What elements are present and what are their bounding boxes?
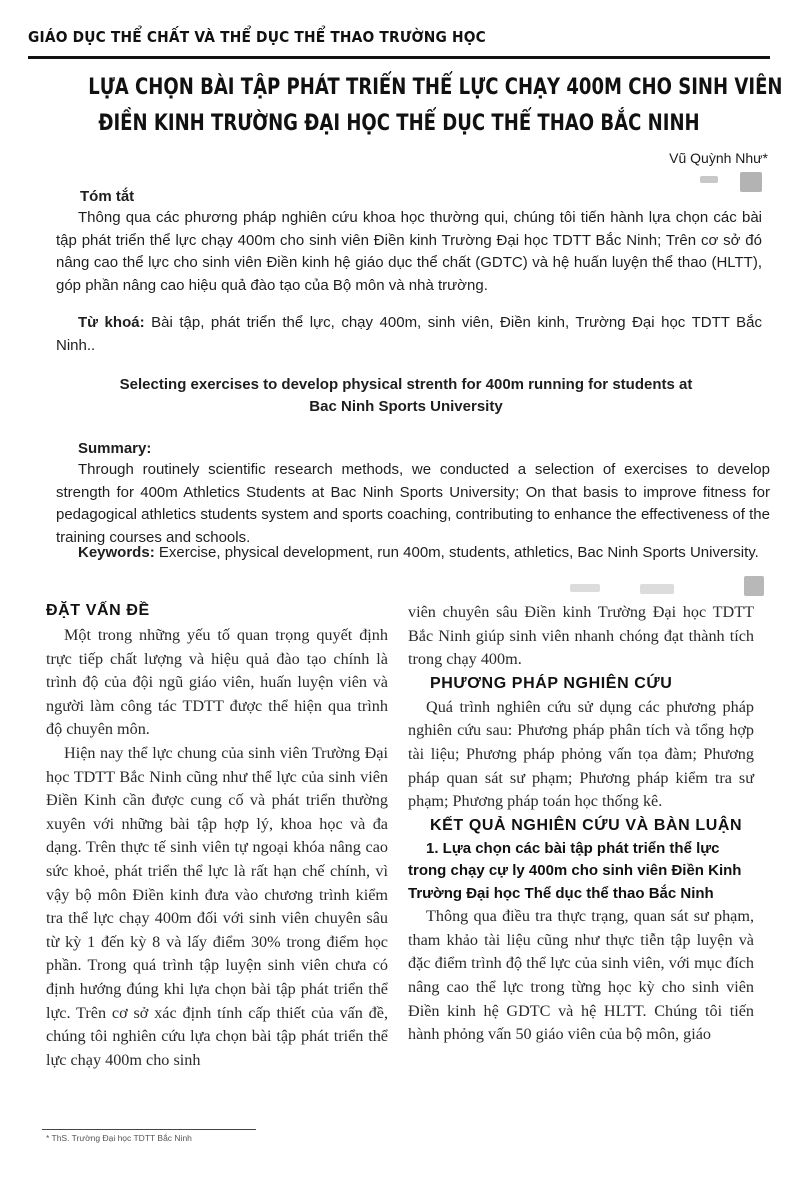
intro-paragraph-1: Một trong những yếu tố quan trọng quyết định trực tiếp chất lượng và hiệu quả đào tạo chính là trình độ của đội ngũ giáo viên, huấn luyện viên và người làm công tác TDTT được thể hiện qua trình độ chuyên môn.: [46, 626, 388, 739]
left-column-text: [46, 624, 388, 1072]
author-footnote: * ThS. Trường Đại học TDTT Bắc Ninh: [46, 1133, 192, 1143]
methods-paragraph: Quá trình nghiên cứu sử dụng các phương pháp nghiên cứu sau: Phương pháp phân tích và tổng hợp tài liệu; Phương pháp phỏng vấn tọa đàm; Phương pháp quan sát sư phạm; Phương pháp kiểm tra sư phạm; Phương pháp toán học thống kê.: [408, 697, 754, 811]
summary-heading: Summary:: [78, 440, 152, 457]
scan-smudge: [740, 172, 762, 192]
scan-smudge: [640, 584, 674, 594]
author-name: Vũ Quỳnh Như*: [669, 150, 768, 166]
results-paragraph: Thông qua điều tra thực trạng, quan sát sư phạm, tham khảo tài liệu cũng như thực tiễn tập luyện và đặc điểm trình độ thể lực của sinh viên, với mục đích nâng cao thể lực trong từng học kỳ cho sinh viên Điền kinh hệ GDTC và hệ HLTT. Chúng tôi tiến hành phỏng vấn 50 giáo viên của bộ môn, giáo: [408, 907, 754, 1044]
intro-paragraph-2: Hiện nay thể lực chung của sinh viên Trường Đại học TDTT Bắc Ninh cũng như thể lực của sinh viên Điền Kinh cần được cung cố và phát triển thường xuyên với những bài tập hợp lý, khoa học và đa dạng. Trên thực tế sinh viên tự ngoại khóa nâng cao sức khoẻ, phát triển thể lực là rất hạn chế chính, vì vậy bộ môn Điền kinh đưa vào chương trình kiểm tra thể lực chạy 400m đối với sinh viên chuyên sâu từ kỳ 1 đến kỳ 8 và lấy điểm 30% trong điểm học phần. Trong quá trình tập luyện sinh viên chưa có định hướng đúng khi lựa chọn bài tập phát triển thể lực. Trên cơ sở xác định tính cấp thiết của vấn đề, chúng tôi nghiên cứu lựa chọn bài tập phát triển thể lực chạy 400m cho sinh: [46, 743, 388, 1069]
abstract-vi-heading: Tóm tắt: [80, 188, 135, 205]
header-rule: [28, 56, 770, 59]
english-title-line-2: Bac Ninh Sports University: [309, 398, 503, 415]
section-heading-introduction: ĐẶT VẤN ĐỀ: [46, 602, 150, 619]
english-title-line-1: Selecting exercises to develop physical strenth for 400m running for students at: [119, 376, 693, 393]
title-line-2: ĐIỀN KINH TRƯỜNG ĐẠI HỌC THỂ DỤC THỂ THAO BẮC NINH: [98, 111, 700, 136]
scan-smudge: [744, 576, 764, 596]
results-subheading: 1. Lựa chọn các bài tập phát triển thể lực trong chạy cự ly 400m cho sinh viên Điền Kinh Trường Đại học Thể dục thể thao Bắc Ninh: [408, 839, 742, 902]
summary-keywords: [56, 542, 770, 565]
keywords-vi-text: Bài tập, phát triển thể lực, chạy 400m, sinh viên, Điền kinh, Trường Đại học TDTT Bắc Ninh..: [56, 314, 763, 354]
journal-header: GIÁO DỤC THỂ CHẤT VÀ THỂ DỤC THỂ THAO TRƯỜNG HỌC: [28, 28, 486, 46]
scan-smudge: [570, 584, 600, 592]
abstract-vi-body: Thông qua các phương pháp nghiên cứu khoa học thường qui, chúng tôi tiến hành lựa chọn các bài tập phát triển thể lực chạy 400m cho sinh viên Điền kinh Trường Đại học TDTT Bắc Ninh; Trên cơ sở đó nâng cao thể lực cho sinh viên Điền kinh hệ giáo dục thể chất (GDTC) và hệ huấn luyện thể thao (HLTT), góp phần nâng cao hiệu quả đào tạo của Bộ môn và nhà trường.: [56, 209, 762, 294]
scan-smudge: [700, 176, 718, 183]
footnote-rule: [42, 1129, 256, 1130]
summary-body: Through routinely scientific research methods, we conducted a selection of exercises to develop strength for 400m Athletics Students at Bac Ninh Sports University; On that basis to improve fitness for pedagogical athletics students system and sports coaching, contributing to enhance the effectiveness of the training courses and schools.: [56, 461, 770, 546]
keywords-en-text: Exercise, physical development, run 400m, students, athletics, Bac Ninh Sports University.: [158, 544, 759, 561]
right-column-text: [408, 601, 754, 1047]
section-heading-methods: PHƯƠNG PHÁP NGHIÊN CỨU: [430, 674, 673, 692]
english-title: [40, 374, 772, 418]
abstract-vi-keywords: [56, 312, 762, 357]
title-line-1: LỰA CHỌN BÀI TẬP PHÁT TRIỂN THỂ LỰC CHẠY 400M CHO SINH VIÊN: [88, 75, 783, 100]
keywords-vi-label: Từ khoá:: [78, 314, 145, 331]
keywords-en-label: Keywords:: [78, 544, 155, 561]
intro-paragraph-continued: viên chuyên sâu Điền kinh Trường Đại học TDTT Bắc Ninh giúp sinh viên nhanh chóng đạt thành tích trong chạy 400m.: [408, 603, 754, 669]
article-title: [20, 70, 783, 142]
section-heading-results: KẾT QUẢ NGHIÊN CỨU VÀ BÀN LUẬN: [430, 816, 743, 834]
